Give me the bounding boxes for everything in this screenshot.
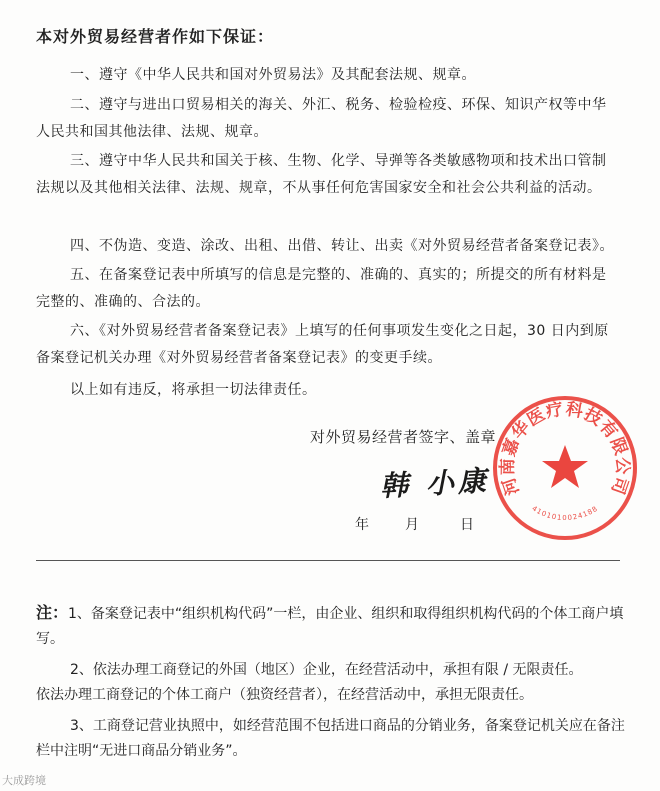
clause-5: 五、在备案登记表中所填写的信息是完整的、准确的、真实的；所提交的所有材料是完整的、准确的、合法的。 (36, 267, 607, 310)
date-month: 月 (405, 517, 419, 533)
company-seal-stamp (490, 393, 640, 543)
clause-6: 六、《对外贸易经营者备案登记表》上填写的任何事项发生变化之日起，30 日内到原备案登记机关办理《对外贸易经营者备案登记表》的变更手续。 (36, 323, 609, 366)
note-item-2: 2、依法办理工商登记的外国（地区）企业，在经营活动中，承担有限 / 无限责任。 (70, 662, 583, 678)
clause-1: 一、遵守《中华人民共和国对外贸易法》及其配套法规、规章。 (70, 67, 476, 83)
handwritten-signature: 韩 小康 (379, 464, 491, 503)
seal-star-icon (542, 445, 588, 488)
divider-line (36, 560, 620, 561)
date-year: 年 (355, 517, 369, 533)
note-item-1 (36, 600, 626, 652)
seal-company-name: 河南嘉华医疗科技有限公司 (497, 399, 633, 498)
notes-label: 注： (36, 603, 69, 622)
note-item-2b: 依法办理工商登记的个体工商户（独资经营者），在经营活动中，承担无限责任。 (36, 687, 533, 703)
signature-label: 对外贸易经营者签字、盖章 (310, 428, 497, 446)
date-row (355, 514, 474, 534)
note-item-3: 3、工商登记营业执照中，如经营范围不包括进口商品的分销业务，备案登记机关应在备注栏中注明“无进口商品分销业务”。 (36, 718, 625, 759)
note-text-1: 1、备案登记表中“组织机构代码”一栏，由企业、组织和取得组织机构代码的个体工商户填写。 (36, 606, 624, 647)
clause-2: 二、遵守与进出口贸易相关的海关、外汇、税务、检验检疫、环保、知识产权等中华人民共和国其他法律、法规、规章。 (36, 97, 607, 140)
date-day: 日 (460, 517, 474, 533)
watermark-text: 大成跨境 (2, 774, 46, 787)
closing-statement: 以上如有违反，将承担一切法律责任。 (70, 382, 317, 398)
seal-number: 4101010024188 (530, 504, 600, 523)
clause-3: 三、遵守中华人民共和国关于核、生物、化学、导弹等各类敏感物项和技术出口管制法规以及其他相关法律、法规、规章，不从事任何危害国家安全和社会公共利益的活动。 (36, 153, 607, 196)
document-heading: 本对外贸易经营者作如下保证： (36, 27, 275, 46)
svg-text:4101010024188 (530, 504, 599, 522)
clause-4: 四、不伪造、变造、涂改、出租、出借、转让、出卖《对外贸易经营者备案登记表》。 (70, 238, 614, 254)
notes-section (36, 600, 626, 764)
